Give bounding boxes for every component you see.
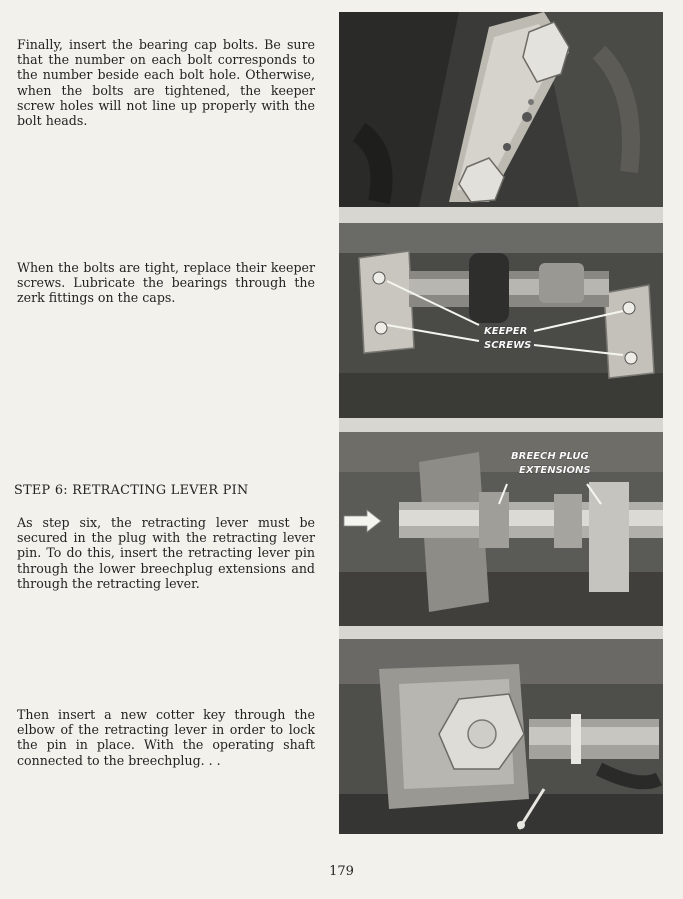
paragraph-cotter-key: Then insert a new cotter key through the elbow of the retracting lever in order to lock the pin in place. With the operating shaft connected to the breechplug. . . [17, 707, 315, 768]
photo-bearing-cap-bolts [339, 12, 663, 207]
paragraph-keeper-screws: When the bolts are tight, replace their keeper screws. Lubricate the bearings through the zerk fittings on the caps. [17, 260, 315, 306]
keeper-callout-line2: SCREWS [484, 340, 532, 351]
photo-column [339, 12, 663, 834]
keeper-callout-line1: KEEPER [484, 326, 528, 337]
paragraph-bearing-cap-bolts: Finally, insert the bearing cap bolts. Be sure that the number on each bolt corresponds to the number beside each bolt hole. Otherwise, when the bolts are tightened, the keeper screw holes will not line up properly with the bolt heads. [17, 37, 315, 129]
page-number: 179 [329, 864, 354, 879]
photo-keeper-screws [339, 223, 663, 418]
photo-cotter-key [339, 639, 663, 834]
breech-callout-line1: BREECH PLUG [511, 451, 589, 462]
photo-breech-plug-extensions [339, 432, 663, 626]
breech-callout-line2: EXTENSIONS [519, 465, 591, 476]
paragraph-step6-body: As step six, the retracting lever must be secured in the plug with the retracting lever pin. To do this, insert the retracting lever pin through the lower breechplug extensions and through the retracting lever. [17, 515, 315, 591]
step6-heading: STEP 6: RETRACTING LEVER PIN [14, 483, 249, 498]
